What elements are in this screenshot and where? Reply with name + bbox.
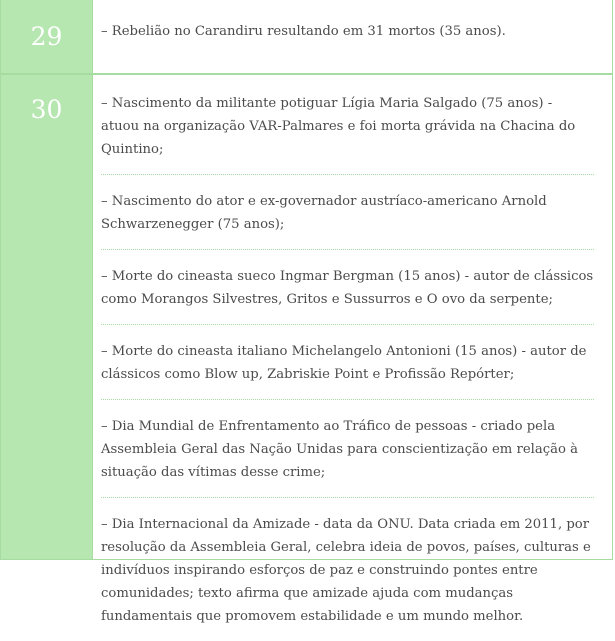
event-item: – Nascimento do ator e ex-governador austríaco-americano Arnold Schwarzenegger (75 anos); [101, 175, 594, 250]
event-item: – Rebelião no Carandiru resultando em 31 mortos (35 anos). [101, 24, 506, 39]
event-item: – Morte do cineasta italiano Michelangelo Antonioni (15 anos) - autor de clássicos como Blow up, Zabriskie Point e Profissão Repórter; [101, 325, 594, 400]
table-row-day-29 [0, 0, 613, 74]
table-row-day-30 [0, 74, 613, 624]
events-cell [101, 75, 594, 641]
events-cell [101, 0, 594, 56]
event-item: – Dia Mundial de Enfrentamento ao Tráfico de pessoas - criado pela Assembleia Geral das Nação Unidas para conscientização em relação à situação das vítimas desse crime; [101, 400, 594, 498]
event-item: – Dia Internacional da Amizade - data da ONU. Data criada em 2011, por resolução da Assembleia Geral, celebra ideia de povos, países, culturas e indivíduos inspirando esforços de paz e construindo pontes entre comunidades; texto afirma que amizade ajuda com mudanças fundamentais que promovem estabilidade e um mundo melhor. [101, 517, 591, 624]
day-cell [1, 0, 93, 73]
event-item: – Morte do cineasta sueco Ingmar Bergman (15 anos) - autor de clássicos como Morangos Silvestres, Gritos e Sussurros e O ovo da serpente; [101, 250, 594, 325]
event-item: – Nascimento da militante potiguar Lígia Maria Salgado (75 anos) - atuou na organização VAR-Palmares e foi morta grávida na Chacina do Quintino; [101, 75, 594, 175]
day-cell [1, 75, 93, 559]
day-number: 30 [30, 95, 63, 124]
day-number: 29 [30, 22, 63, 51]
